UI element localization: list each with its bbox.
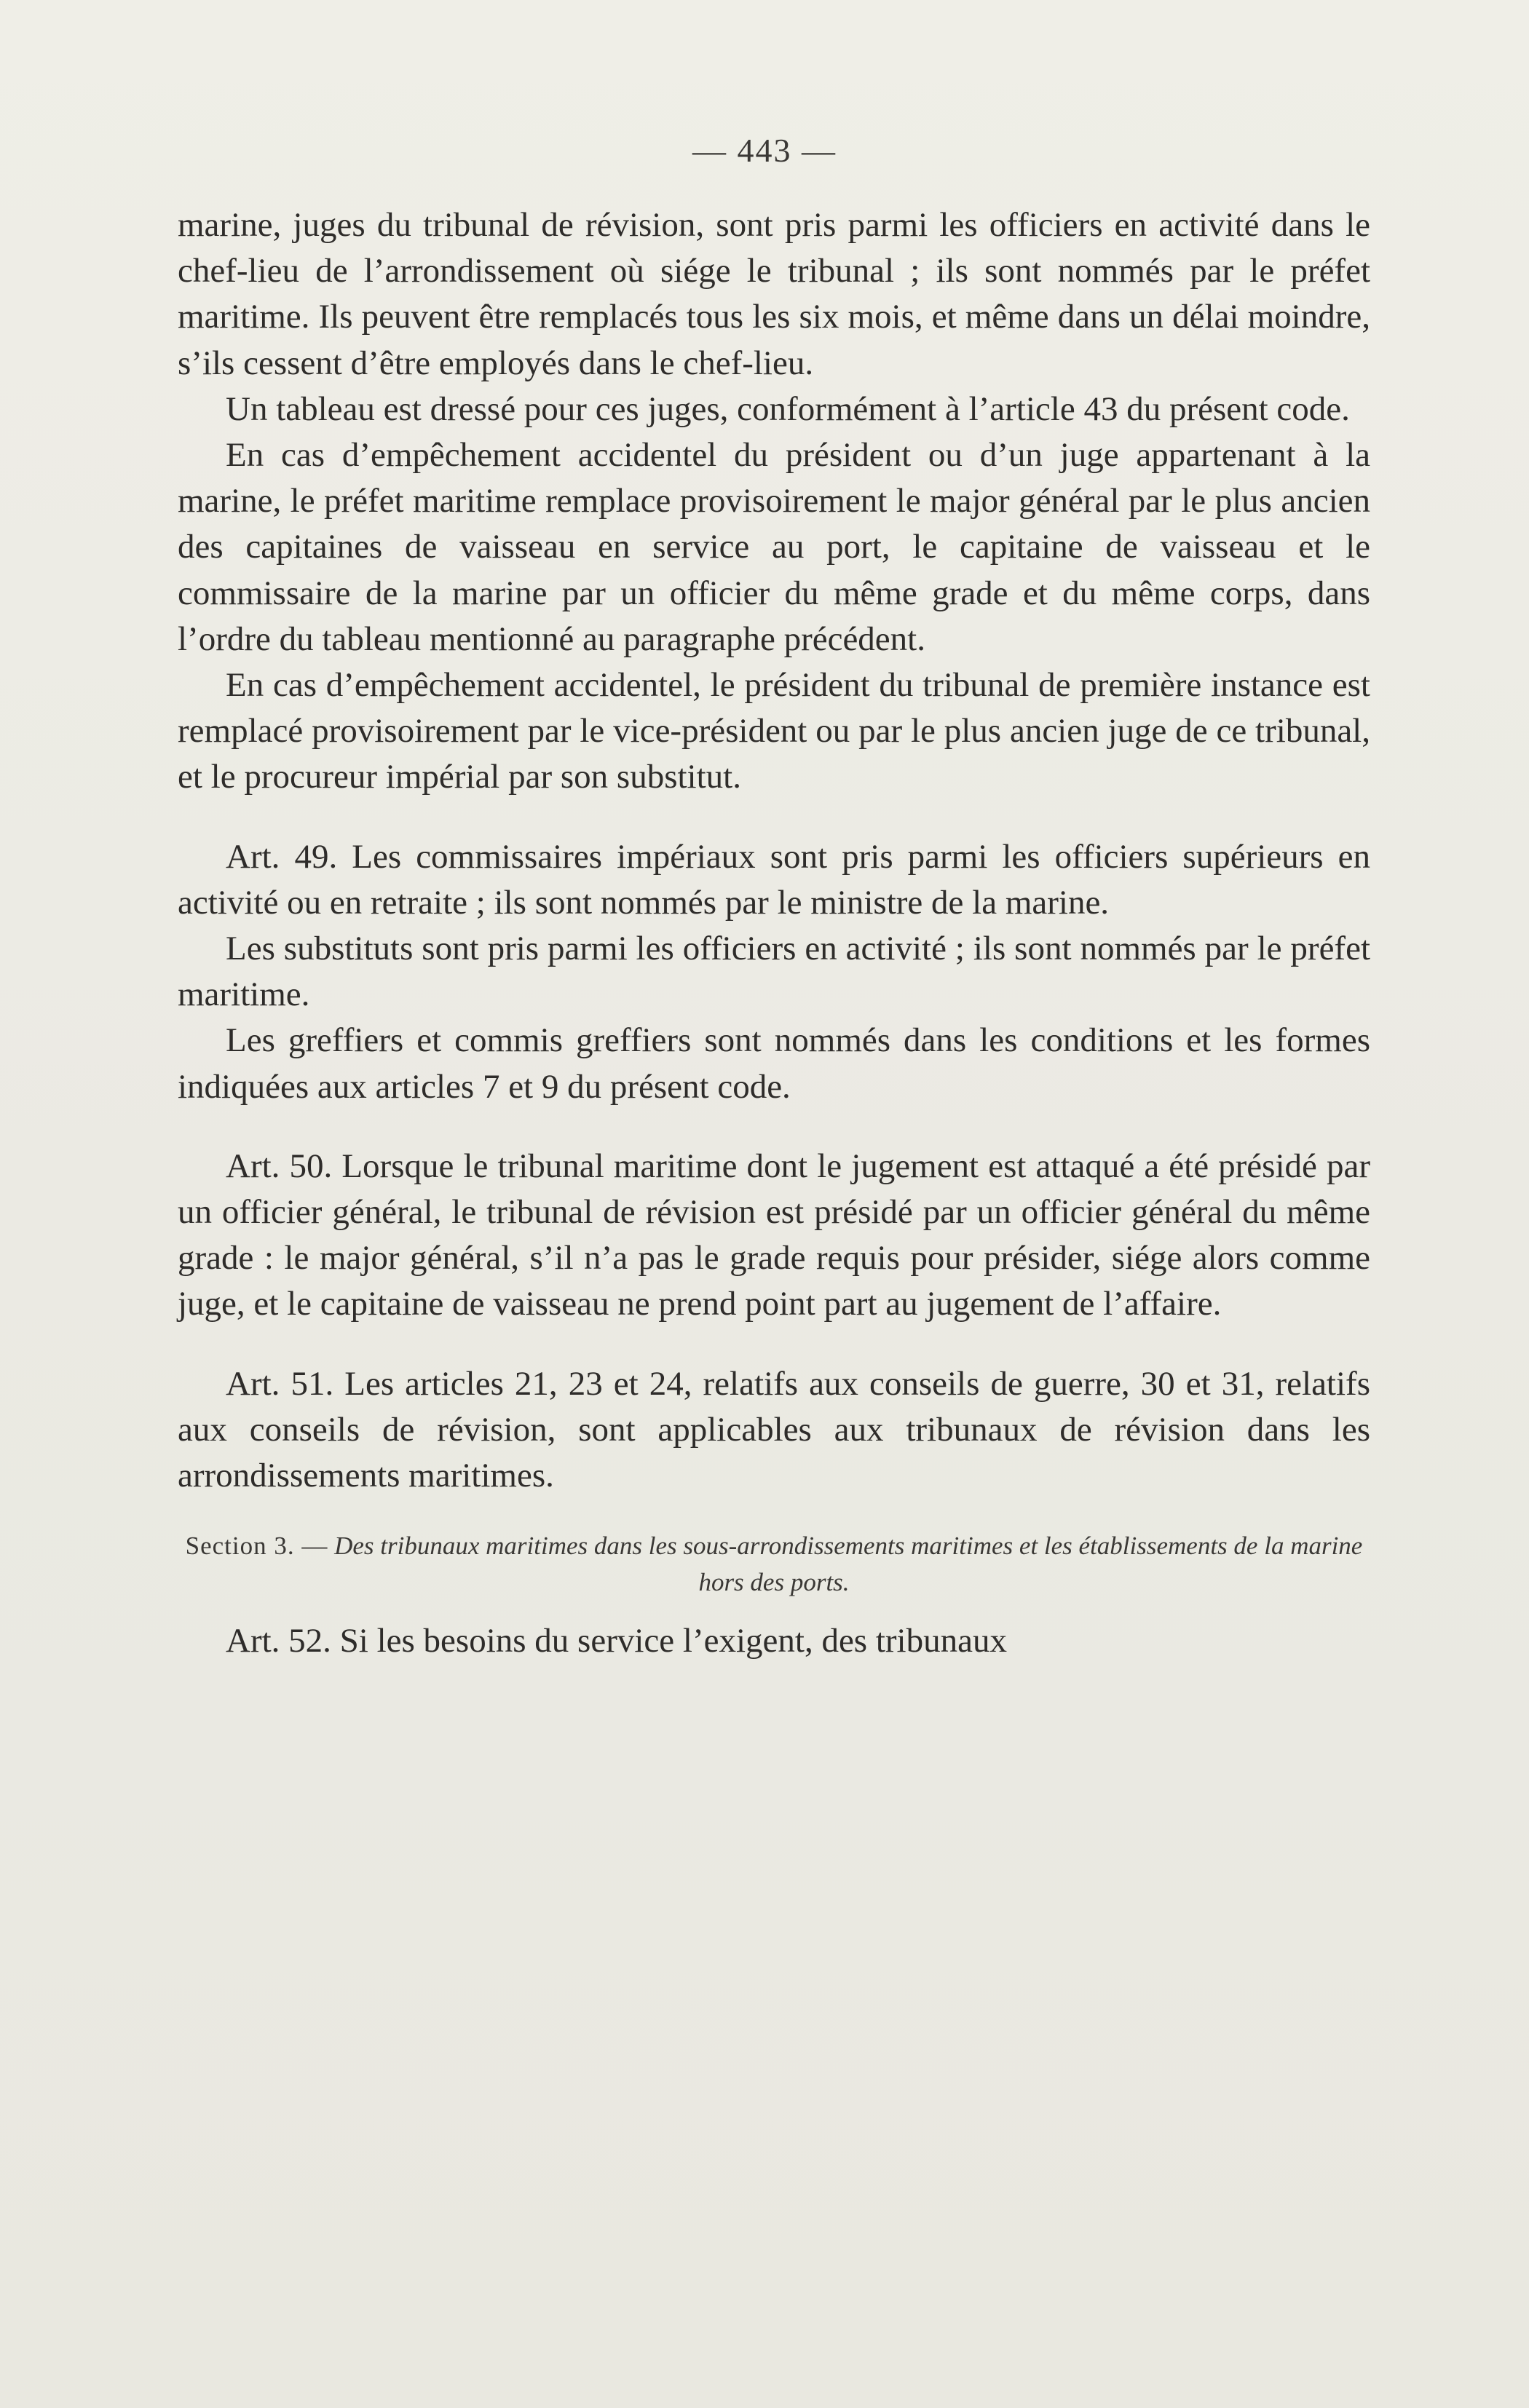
section-title: Des tribunaux maritimes dans les sous-arrondissements maritimes et les établissements de la marine hors des ports. — [334, 1532, 1363, 1597]
paragraph-greffiers: Les greffiers et commis greffiers sont nommés dans les conditions et les formes indiquées aux articles 7 et 9 du présent code. — [178, 1021, 1370, 1106]
article-49: Art. 49. Les commissaires impériaux sont pris parmi les officiers supérieurs en activité ou en retraite ; ils sont nommés par le ministre de la marine. — [178, 837, 1370, 922]
page-number: — 443 — — [692, 132, 837, 169]
paragraph-empechement-president: En cas d’empêchement accidentel du président ou d’un juge appartenant à la marine, le préfet maritime remplace provisoirement le major général par le plus ancien des capitaines de vaisseau en service au port, le capitaine de vaisseau et le commissaire de la marine par un officier du même grade et du même corps, dans l’ordre du tableau mentionné au paragraphe précédent. — [178, 436, 1370, 658]
page-body — [178, 202, 1370, 1664]
article-51: Art. 51. Les articles 21, 23 et 24, relatifs aux conseils de guerre, 30 et 31, relatifs aux conseils de révision, sont applicables aux tribunaux de révision dans les arrondissements maritimes. — [178, 1364, 1370, 1495]
paragraph-tableau: Un tableau est dressé pour ces juges, conformément à l’article 43 du présent code. — [226, 389, 1350, 428]
paragraph-continuation: marine, juges du tribunal de révision, sont pris parmi les officiers en activité dans le chef-lieu de l’arrondissement où siége le tribunal ; ils sont nommés par le préfet maritime. Ils peuvent être remplacés tous les six mois, et même dans un délai moindre, s’ils cessent d’être employés dans le chef-lieu. — [178, 206, 1370, 382]
article-50: Art. 50. Lorsque le tribunal maritime dont le jugement est attaqué a été présidé par un officier général, le tribunal de révision est présidé par un officier général du même grade : le major général, s’il n’a pas le grade requis pour présider, siége alors comme juge, et le capitaine de vaisseau ne prend point part au jugement de l’affaire. — [178, 1146, 1370, 1323]
section-label: Section 3. — — [185, 1532, 328, 1561]
article-52: Art. 52. Si les besoins du service l’exigent, des tribunaux — [226, 1622, 1007, 1660]
paragraph-empechement-tribunal: En cas d’empêchement accidentel, le président du tribunal de première instance est remplacé provisoirement par le vice-président ou par le plus ancien juge de ce tribunal, et le procureur impérial par son substitut. — [178, 666, 1370, 796]
paragraph-substituts: Les substituts sont pris parmi les officiers en activité ; ils sont nommés par le préfet maritime. — [178, 930, 1370, 1014]
section-heading — [178, 1528, 1370, 1601]
